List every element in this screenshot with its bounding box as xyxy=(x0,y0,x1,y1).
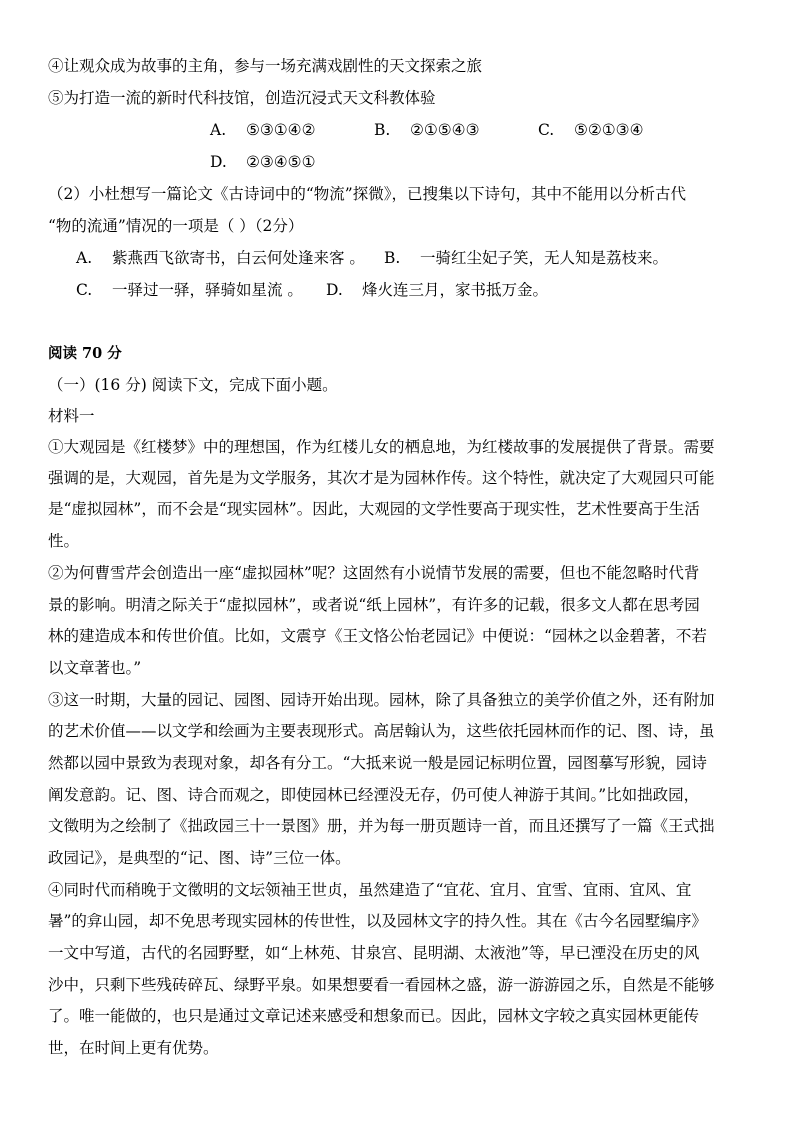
paragraph-line: 以文章著也。” xyxy=(48,659,142,677)
paragraph-line: 然都以园中景致为表现对象，却各有分工。“大抵来说一般是园记标明位置，园图摹写形貌，园诗 xyxy=(48,754,707,772)
reading-heading: 阅读 70 分 xyxy=(48,345,122,362)
paragraph-line: 世，在时间上更有优势。 xyxy=(48,1039,219,1057)
q2-option-a-text: 紫燕西飞欲寄书，白云何处逢来客 。 xyxy=(112,249,365,267)
paragraph-line: ②为何曹雪芹会创造出一座“虚拟园林”呢？这固然有小说情节发展的需要，但也不能忽略时代背 xyxy=(48,564,700,582)
paragraph-line: 沙中，只剩下些残砖碎瓦、绿野平泉。如果想要看一看园林之盛，游一游游园之乐，自然是不能够 xyxy=(48,976,715,994)
q1-option-d-label: D. xyxy=(210,153,227,171)
q1-option-d-text: ②③④⑤① xyxy=(246,153,316,171)
q1-option-a-label: A. xyxy=(210,121,227,139)
paragraph-line: 政园记》，是典型的“记、图、诗”三位一体。 xyxy=(48,849,351,867)
q1-option-a-text: ⑤③①④② xyxy=(246,121,316,139)
paragraph-line: ①大观园是《红楼梦》中的理想国，作为红楼儿女的栖息地，为红楼故事的发展提供了背景。需要 xyxy=(48,438,715,456)
q1-option-b-label: B. xyxy=(374,121,391,139)
paragraph-line: 文徵明为之绘制了《拙政园三十一景图》册，并为每一册页题诗一首，而且还撰写了一篇《王式拙 xyxy=(48,817,715,835)
q1-option-c-text: ⑤②①③④ xyxy=(574,121,644,139)
q2-option-d-label: D. xyxy=(326,281,343,299)
q1-option-c-label: C. xyxy=(538,121,555,139)
paragraph-line: 是“虚拟园林”，而不会是“现实园林”。因此，大观园的文学性要高于现实性，艺术性要高于生活 xyxy=(48,500,700,518)
q2-stem-line-2: “物的流通”情况的一项是（ ）（2分） xyxy=(48,217,304,235)
q1-options-row-2 xyxy=(210,152,315,172)
q1-item-5: ⑤为打造一流的新时代科技馆，创造沉浸式天文科教体验 xyxy=(48,89,436,107)
q2-option-d-text: 烽火连三月，家书抵万金。 xyxy=(362,281,549,299)
q1-option-b-text: ②①⑤④③ xyxy=(410,121,480,139)
q1-options-row-1 xyxy=(210,120,643,140)
q2-stem-line-1: （2）小杜想写一篇论文《古诗词中的“物流”探微》，已搜集以下诗句，其中不能用以分析古代 xyxy=(48,185,686,203)
paragraph-line: 阐发意韵。记、图、诗合而观之，即使园林已经湮没无存，仍可使人神游于其间。”比如拙政园， xyxy=(48,786,700,804)
paragraph-line: ③这一时期，大量的园记、园图、园诗开始出现。园林，除了具备独立的美学价值之外，还有附加 xyxy=(48,691,715,709)
paragraph-line: 暑”的弇山园，却不免思考现实园林的传世性，以及园林文字的持久性。其在《古今名园墅编序》 xyxy=(48,912,707,930)
q1-item-4: ④让观众成为故事的主角，参与一场充满戏剧性的天文探索之旅 xyxy=(48,57,483,75)
q2-option-b-text: 一骑红尘妃子笑，无人知是荔枝来。 xyxy=(420,249,669,267)
q2-options-row-2 xyxy=(76,280,548,300)
q2-option-c-text: 一驿过一驿，驿骑如星流 。 xyxy=(112,281,303,299)
q2-option-a-label: A. xyxy=(76,249,93,267)
q2-options-row-1 xyxy=(76,248,668,268)
paragraph-line: 了。唯一能做的，也只是通过文章记述来感受和想象而已。因此，园林文字较之真实园林更能传 xyxy=(48,1007,700,1025)
paragraph-line: ④同时代而稍晚于文徵明的文坛领袖王世贞，虽然建造了“宜花、宜月、宜雪、宜雨、宜风、宜 xyxy=(48,881,692,899)
paragraph-line: 性。 xyxy=(48,532,80,550)
q2-option-b-label: B. xyxy=(384,249,401,267)
paragraph-line: 的艺术价值——以文学和绘画为主要表现形式。高居翰认为，这些依托园林而作的记、图、诗，虽 xyxy=(48,722,715,740)
material-label: 材料一 xyxy=(48,407,95,425)
paragraph-line: 强调的是，大观园，首先是为文学服务，其次才是为园林作传。这个特性，就决定了大观园只可能 xyxy=(48,469,715,487)
paragraph-line: 景的影响。明清之际关于“虚拟园林”，或者说“纸上园林”，有许多的记载，很多文人都在思考园 xyxy=(48,596,700,614)
q2-option-c-label: C. xyxy=(76,281,93,299)
paragraph-line: 林的建造成本和传世价值。比如，文震亨《王文恪公怡老园记》中便说：“园林之以金碧著，不若 xyxy=(48,627,707,645)
reading-sub-heading: （一）(16 分) 阅读下文，完成下面小题。 xyxy=(48,376,338,394)
paragraph-line: 一文中写道，古代的名园野墅，如“上林苑、甘泉宫、昆明湖、太液池”等，早已湮没在历史的风 xyxy=(48,944,700,962)
